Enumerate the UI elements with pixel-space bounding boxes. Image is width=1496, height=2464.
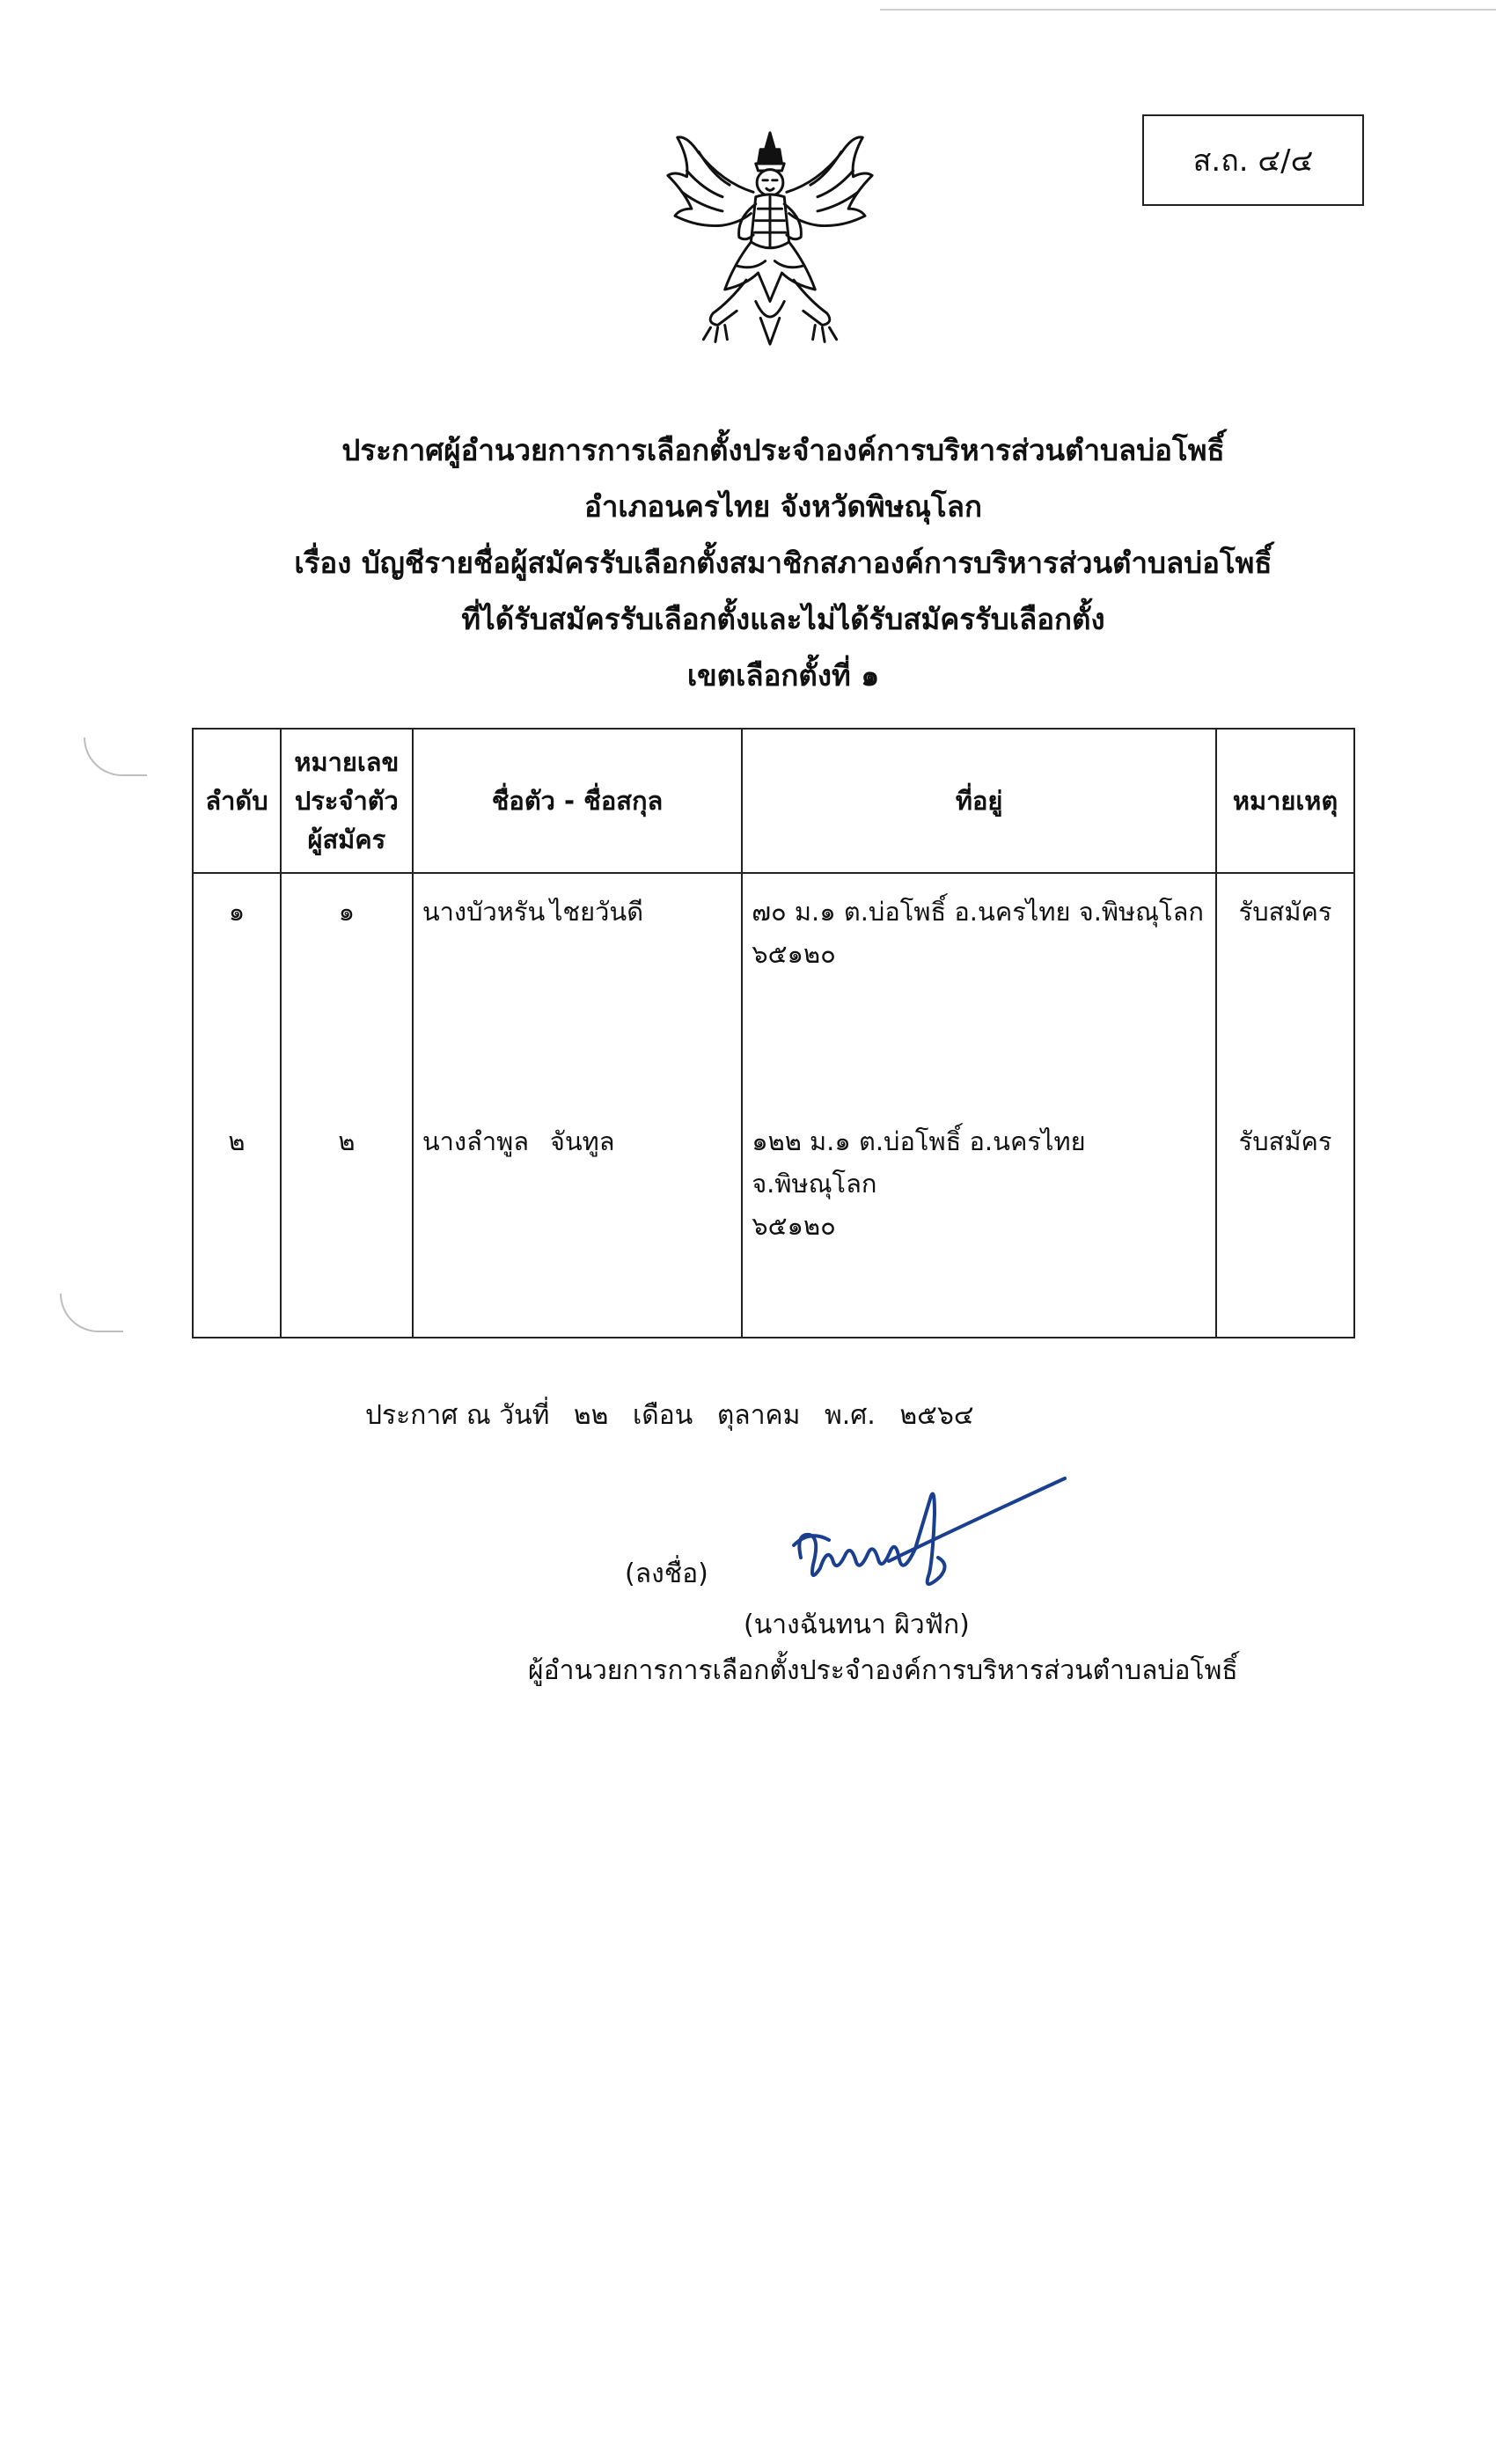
punch-hole-mark xyxy=(84,737,147,776)
address-line: ๑๒๒ ม.๑ ต.บ่อโพธิ์ อ.นครไทย จ.พิษณุโลก xyxy=(752,1126,1086,1199)
announcement-title xyxy=(211,422,1355,704)
cell-address xyxy=(742,1104,1216,1332)
date-day: ๒๒ xyxy=(573,1400,609,1431)
signature-label: (ลงชื่อ) xyxy=(625,1558,708,1589)
header-number-line: ผู้สมัคร xyxy=(307,825,386,854)
cell-name xyxy=(413,873,742,1104)
header-address: ที่อยู่ xyxy=(742,729,1216,873)
last-name: จันทูล xyxy=(549,1126,615,1156)
cell-remark: รับสมัคร xyxy=(1216,873,1354,1104)
page-edge-line xyxy=(880,9,1496,11)
cell-name xyxy=(413,1104,742,1332)
title-line: เขตเลือกตั้งที่ ๑ xyxy=(686,658,880,693)
punch-hole-mark xyxy=(60,1294,123,1332)
garuda-emblem-icon xyxy=(651,123,889,361)
first-name: นางบัวหรัน xyxy=(422,897,546,927)
signer-position: ผู้อำนวยการการเลือกตั้งประจำองค์การบริหารส่วนตำบลบ่อโพธิ์ xyxy=(528,1655,1238,1686)
cell-remark: รับสมัคร xyxy=(1216,1104,1354,1332)
cell-number: ๑ xyxy=(281,873,413,1104)
cell-order: ๒ xyxy=(193,1104,281,1332)
table-empty-row xyxy=(193,1331,1354,1338)
header-name: ชื่อตัว - ชื่อสกุล xyxy=(413,729,742,873)
cell-order: ๑ xyxy=(193,873,281,1104)
title-line: เรื่อง บัญชีรายชื่อผู้สมัครรับเลือกตั้งสมาชิกสภาองค์การบริหารส่วนตำบลบ่อโพธิ์ xyxy=(294,546,1272,580)
table-row xyxy=(193,873,1354,1104)
table-header-row xyxy=(193,729,1354,873)
table-row xyxy=(193,1104,1354,1332)
date-year-label: พ.ศ. xyxy=(824,1400,876,1431)
address-line: ๗๐ ม.๑ ต.บ่อโพธิ์ อ.นครไทย จ.พิษณุโลก xyxy=(752,897,1204,927)
date-month-label: เดือน xyxy=(633,1400,693,1431)
cell-address xyxy=(742,873,1216,1104)
title-line: ประกาศผู้อำนวยการการเลือกตั้งประจำองค์การบริหารส่วนตำบลบ่อโพธิ์ xyxy=(341,433,1225,467)
form-code: ส.ถ. ๔/๔ xyxy=(1192,143,1314,179)
cell-number: ๒ xyxy=(281,1104,413,1332)
date-month: ตุลาคม xyxy=(716,1400,801,1431)
last-name: ไชยวันดี xyxy=(549,897,644,927)
postal-code: ๖๕๑๒๐ xyxy=(752,1210,836,1241)
signer-name: (นางฉันทนา ผิวฟัก) xyxy=(744,1610,970,1640)
handwritten-signature xyxy=(774,1461,1091,1610)
header-number xyxy=(281,729,413,873)
header-number-line: ประจำตัว xyxy=(294,786,399,816)
header-remark: หมายเหตุ xyxy=(1216,729,1354,873)
announcement-date xyxy=(365,1395,990,1436)
date-year: ๒๕๖๔ xyxy=(899,1400,974,1431)
date-prefix: ประกาศ ณ วันที่ xyxy=(365,1400,550,1431)
title-line: อำเภอนครไทย จังหวัดพิษณุโลก xyxy=(584,489,982,524)
form-code-box xyxy=(1142,114,1364,206)
postal-code: ๖๕๑๒๐ xyxy=(752,939,836,969)
header-number-line: หมายเลข xyxy=(294,747,400,777)
title-line: ที่ได้รับสมัครรับเลือกตั้งและไม่ได้รับสมัครรับเลือกตั้ง xyxy=(461,602,1105,636)
candidate-table xyxy=(192,728,1355,1338)
header-order: ลำดับ xyxy=(193,729,281,873)
first-name: นางลำพูล xyxy=(422,1126,530,1156)
